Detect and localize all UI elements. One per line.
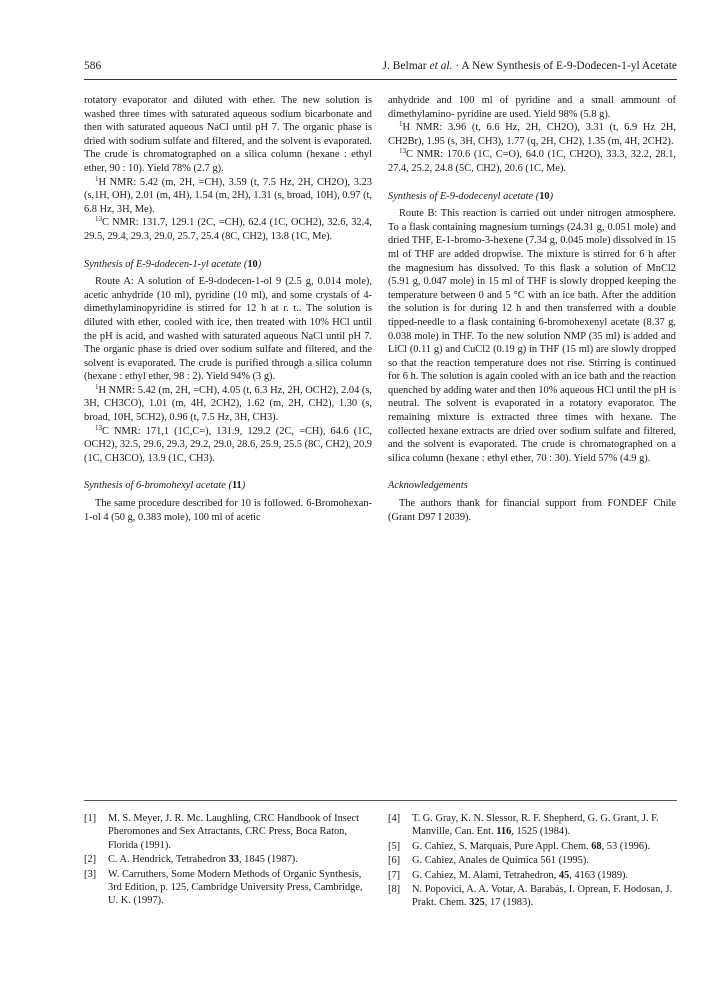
reference-item: [2] C. A. Hendrick, Tetrahedron 33, 1845 (1987). [84, 854, 298, 866]
references-rule [84, 800, 677, 801]
right-h-nmr-bromohexyl: $^1$H NMR: 3.96 (t, 6.6 Hz, 2H, CH2O), 3.31 (t, 6.9 Hz 2H, CH2Br), 1.95 (s, 3H, CH3), 1.77 (q, 2H, CH2), 1.35 (m, 4H, 2CH2). [388, 120, 676, 147]
left-c-nmr-acetate: $^{13}$C NMR: 171,1 (1C,C=), 131.9, 129.2 (2C, =CH), 64.6 (1C, OCH2), 32.5, 29.6, 29.3, 29.2, 29.0, 28.6, 25.9, 25.5 (8C, CH2), 20.9 (1C, CH3CO), 13.9 (1C, CH3). [84, 423, 372, 464]
running-author: J. Belmar [382, 60, 427, 72]
left-route-a: Route A: A solution of E-9-dodecen-1-ol 9 (2.5 g, 0.014 mole), acetic anhydride (10 ml), pyridine (10 ml), and some crystals of 4-dimethylaminopyridine is stirred for 12 h at r. t.. The solution is diluted with ether, cooled with ice, then treated with 10% HCl until the pH is acid, and washed with saturated aqueous NaCl until pH 7. The organic phase is dried over sodium sulfate and filtered, and the solvent is evaporated. The crude is purified through a silica column (hexane : ethyl ether, 98 : 2). Yield 94% (3 g). [84, 276, 372, 383]
left-h-nmr-acetate: $^1$H NMR: 5.42 (m, 2H, =CH), 4.05 (t, 6.3 Hz, 2H, OCH2), 2.04 (s, 3H, CH3CO), 1.01 (m, 4H, 2CH2), 1.62 (m, 2H, CH2), 1.30 (s, broad, 10H, 5CH2), 0.96 (t, 7.5 Hz, 3H, CH3). [84, 382, 372, 424]
right-paragraph-1: anhydride and 100 ml of pyridine and a small ammount of dimethylamino- pyridine are used. Yield 98% (5.8 g). [388, 95, 676, 120]
reference-item: [7] G. Cahiez, M. Alami, Tetrahedron, 45, 4163 (1989). [388, 869, 629, 881]
reference-item: [5] G. Cahiez, S. Marquais, Pure Appl. Chem. 68, 53 (1996). [388, 840, 651, 852]
reference-item: [6] G. Cahiez, Anales de Química 561 (1995). [388, 855, 589, 867]
references-left [84, 812, 372, 909]
reference-item: [8] N. Popovici, A. A. Votar, A. Barabás, I. Oprean, F. Hodosan, J. Prakt. Chem. 325, 17 (1983). [388, 884, 673, 909]
page-number: 586 [84, 60, 102, 72]
right-column [388, 94, 676, 524]
reference-item: [4] T. G. Gray, K. N. Slessor, R. F. Shepherd, G. G. Grant, J. F. Manville, Can. Ent. 116, 1525 (1984). [388, 813, 659, 838]
section-heading-bromohexyl: Synthesis of 6-bromohexyl acetate (11) [84, 480, 246, 492]
running-head [383, 60, 677, 72]
left-bromohexyl-procedure: The same procedure described for 10 is followed. 6-Bromohexan-1-ol 4 (50 g, 0.383 mole), 100 ml of acetic [84, 498, 372, 523]
section-heading-dodecenyl: Synthesis of E-9-dodecenyl acetate (10) [388, 190, 554, 202]
left-c-nmr-alcohol: $^{13}$C NMR: 131.7, 129.1 (2C, =CH), 62.4 (1C, OCH2), 32.6, 32.4, 29.5, 29.4, 29.3, 29.0, 25.7, 25.4 (8C, CH2), 13.8 (1C, Me). [84, 215, 372, 242]
header-rule [84, 79, 677, 80]
left-column [84, 94, 372, 524]
reference-item: [1] M. S. Meyer, J. R. Mc. Laughling, CRC Handbook of Insect Pheromones and Sex Atractants, CRC Press, Boca Raton, Florida (1991). [84, 813, 359, 851]
right-c-nmr-bromohexyl: $^{13}$C NMR: 170.6 (1C, C=O), 64.0 (1C, CH2O), 33.3, 32.2, 28.1, 27.4, 25.2, 24.8 (5C, CH2), 20.6 (1C, Me). [388, 147, 676, 174]
reference-item: [3] W. Carruthers, Some Modern Methods of Organic Synthesis, 3rd Edition, p. 125, Cambridge University Press, Cambridge, U. K. (1997). [84, 868, 363, 907]
right-route-b: Route B: This reaction is carried out under nitrogen atmosphere. To a flask containing magnesium turnings (24.31 g, 0.051 mole) and dried THF, E-1-bromo-3-hexene (7.34 g, 0.045 mole) dissolved in 15 ml of THF are added dropwise. The mixture is stirred for 6 h after the magnesium has dissolved. To this flask a solution of MnCl2 (5.91 g, 0.047 mole) in 15 ml of THF is slowly dropped keeping the temperature between 0 and 5 °C with an ice bath. After the addition the solution is for during 12 h and then transferred with a double tipped-needle to a flask containing 6-bromohexenyl acetate (8.37 g, 0.038 mole) in THF. To the new solution NMP (35 ml) is added and LiCl (0.11 g) and CuCl2 (0.19 g) in THF (15 ml) are slowly dropped so that the reaction temperature does not rise. Stirring is continued for 6 h. The solution is again cooled with an ice bath and the reaction quenched by adding water and then 10% aqueous HCl until the pH is neutral. The solvent is evaporated in a rotatory evaporator. The remaining mixture is extracted three times with hexane. The collected hexane extracts are dried over sodium sulfate and filtered, and the solvent is evaporated. The crude is chromatographed on a silica column (hexane : ethyl ether, 70 : 30). Yield 57% (4.9 g). [388, 208, 676, 464]
left-h-nmr-alcohol: $^1$H NMR: 5.42 (m, 2H, =CH), 3.59 (t, 7.5 Hz, 2H, CH2O), 3.23 (s,1H, OH), 2.01 (m, 4H), 1.54 (m, 2H), 1.31 (s, broad, 10H), 0.97 (t, 6.8 Hz, 3H, Me). [84, 174, 373, 215]
running-title: · A New Synthesis of E-9-Dodecen-1-yl Acetate [452, 60, 677, 72]
running-etal: et al. [429, 60, 453, 72]
section-heading-acetate: Synthesis of E-9-dodecen-1-yl acetate (10) [84, 258, 262, 270]
left-paragraph-1: rotatory evaporator and diluted with ether. The new solution is washed three times with saturated aqueous sodium bicarbonate and then with saturated aqueous NaCl until pH 7. The organic phase is dried with sodium sulfate and filtered, and the solvent is evaporated. The crude is chromatographed on a silica column (hexane : ethyl ether, 90 : 10). Yield 78% (2.7 g). [84, 95, 372, 174]
page-header [84, 60, 677, 76]
section-heading-acknowledgements: Acknowledgements [388, 480, 468, 492]
references-right [388, 812, 678, 911]
acknowledgements-text: The authors thank for financial support from FONDEF Chile (Grant D97 I 2039). [388, 498, 676, 523]
